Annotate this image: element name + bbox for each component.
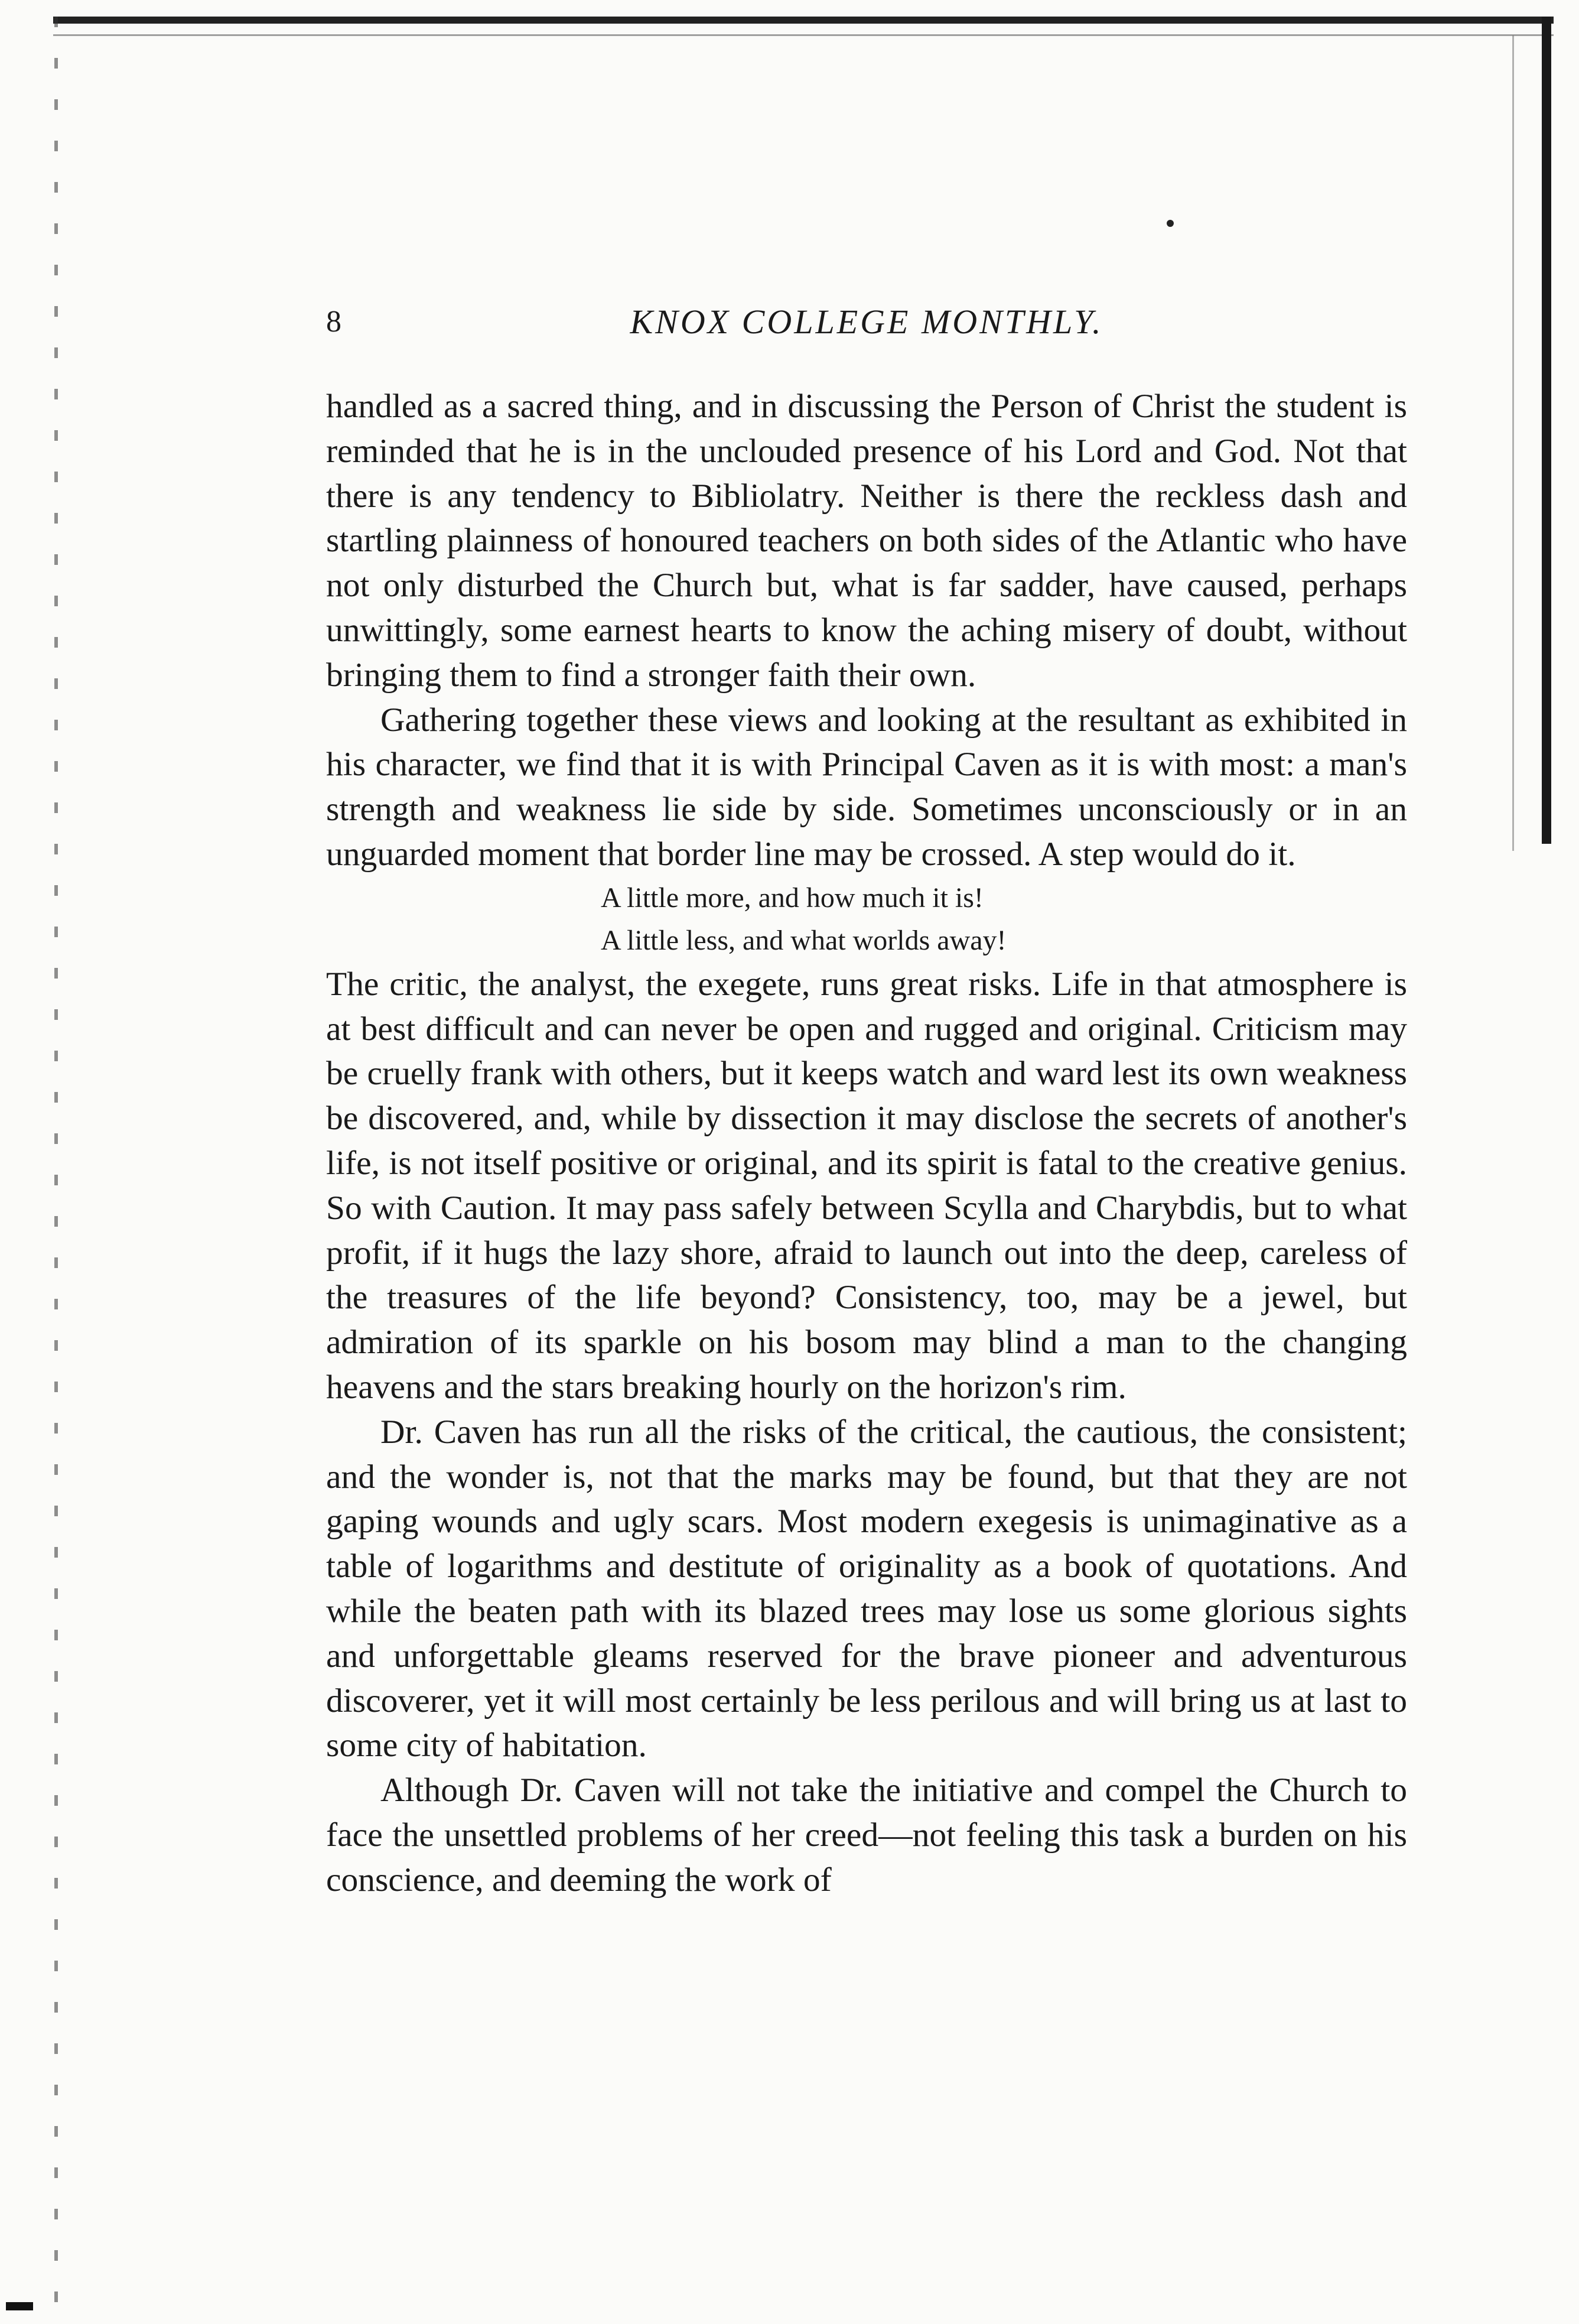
page-content [326,295,1407,1903]
paragraph-5: Although Dr. Caven will not take the initiative and compel the Church to face the unsettled problems of her creed—not feeling this task a burden on his conscience, and deeming the work of [326,1772,1407,1899]
verse-line-1: A little more, and how much it is! [601,882,984,914]
page-number: 8 [326,305,341,339]
ink-spot [1167,220,1174,227]
page-frame-right-thin-rule [1512,35,1514,851]
page-frame-top-rule [53,17,1554,24]
page-frame-right-rule [1542,17,1551,844]
corner-ink-mark [6,2302,33,2310]
verse-line-2: A little less, and what worlds away! [601,924,1007,956]
paragraph-1: handled as a sacred thing, and in discussing the Person of Christ the student is reminded that he is in the unclouded presence of his Lord and God. Not that there is any tendency to Bibliolatry. Neither is there the reckless dash and startling plainness of honoured teachers on both sides of the Atlantic who have not only disturbed the Church but, what is far sadder, have caused, perhaps unwittingly, some earnest hearts to know the aching misery of doubt, without bringing them to find a stronger faith their own. [326,388,1407,694]
page-frame-left-rule [54,17,58,2309]
paragraph-3: The critic, the analyst, the exegete, runs great risks. Life in that atmosphere is at best difficult and can never be open and rugged and original. Criticism may be cruelly frank with others, but it keeps watch and ward lest its own weakness be discovered, and, while by dissection it may disclose the secrets of another's life, is not itself positive or original, and its spirit is fatal to the creative genius. So with Caution. It may pass safely between Scylla and Charybdis, but to what profit, if it hugs the lazy shore, afraid to launch out into the deep, careless of the treasures of the life beyond? Consistency, too, may be a jewel, but admiration of its sparkle on his bosom may blind a man to the changing heavens and the stars breaking hourly on the horizon's rim. [326,965,1407,1406]
paragraph-4: Dr. Caven has run all the risks of the critical, the cautious, the consistent; and the wonder is, not that the marks may be found, but that they are not gaping wounds and ugly scars. Most modern exegesis is unimaginative as a table of logarithms and destitute of originality as a book of quotations. And while the beaten path with its blazed trees may lose us some glorious sights and unforgettable gleams reserved for the brave pioneer and adventurous discoverer, yet it will most certainly be less perilous and will bring us at last to some city of habitation. [326,1413,1407,1764]
page-header [326,295,1407,349]
verse-quotation [326,877,1407,962]
page-frame-top-thin-rule [53,34,1554,36]
paragraph-2: Gathering together these views and looking at the resultant as exhibited in his character, we find that it is with Principal Caven as it is with most: a man's strength and weakness lie side by side. Sometimes unconsciously or in an unguarded moment that border line may be crossed. A step would do it. [326,701,1407,873]
running-title: KNOX COLLEGE MONTHLY. [630,303,1103,341]
